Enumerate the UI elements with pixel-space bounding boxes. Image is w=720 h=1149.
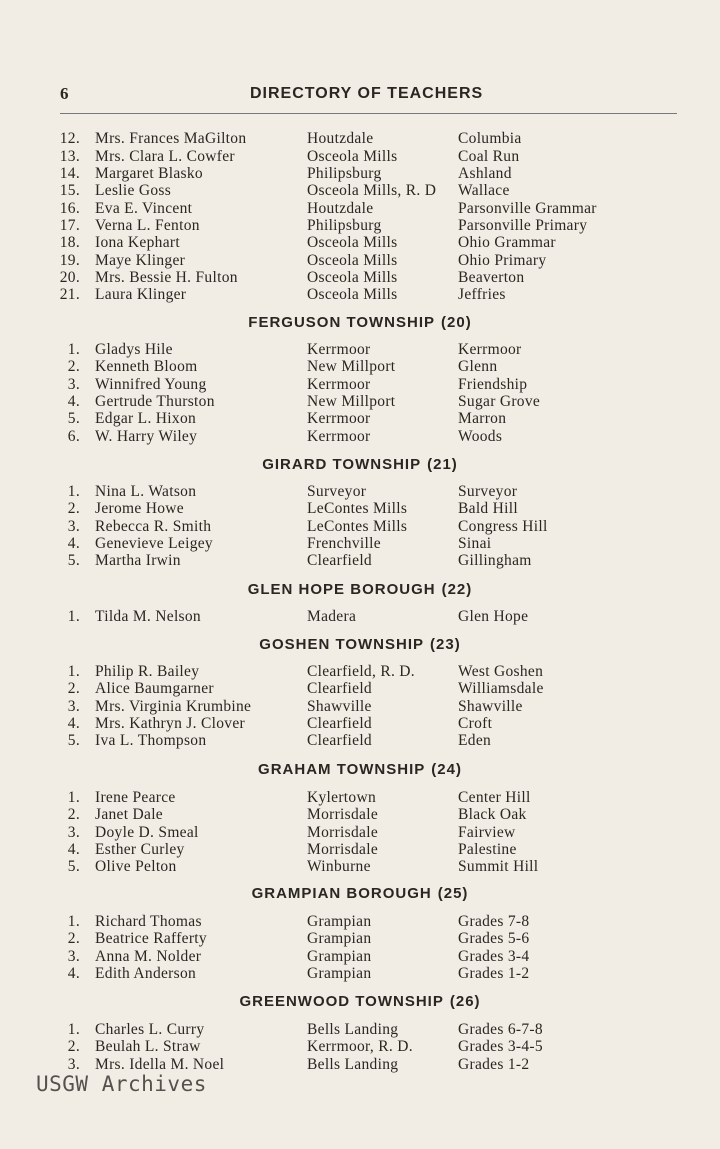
post-office: Surveyor — [307, 483, 367, 500]
section-heading — [0, 636, 720, 654]
teacher-name: Iona Kephart — [95, 234, 180, 251]
post-office: Kerrmoor — [307, 410, 371, 428]
post-office: Shawville — [307, 697, 372, 715]
school-name: Eden — [458, 732, 492, 750]
school-name: Grades 1-2 — [458, 964, 530, 982]
row-number: 16. — [59, 199, 80, 217]
section-title: GRAMPIAN BOROUGH — [251, 885, 432, 902]
post-office: Kerrmoor — [307, 375, 371, 393]
watermark: USGW Archives — [36, 1072, 207, 1096]
teacher-name: Leslie Goss — [95, 182, 172, 199]
school-name: Congress Hill — [458, 517, 548, 535]
row-number: 15. — [59, 182, 80, 199]
row-number: 18. — [59, 234, 80, 251]
post-office: Morrisdale — [307, 823, 379, 841]
post-office: Madera — [307, 608, 357, 625]
school-name: Gillingham — [458, 552, 532, 570]
teacher-name: Nina L. Watson — [95, 483, 197, 500]
row-number: 2. — [67, 930, 80, 948]
post-office: Osceola Mills, R. D — [307, 182, 437, 199]
school-name: Croft — [458, 714, 493, 732]
teacher-name: Charles L. Curry — [95, 1021, 205, 1038]
section-title: GLEN HOPE BOROUGH — [247, 581, 436, 598]
section-count: (23) — [430, 636, 461, 653]
row-number: 1. — [67, 483, 80, 500]
row-number: 1. — [67, 341, 80, 358]
post-office: Osceola Mills — [307, 286, 398, 303]
row-number: 1. — [67, 789, 80, 806]
post-office: Clearfield — [307, 732, 372, 750]
post-office: Morrisdale — [307, 840, 379, 858]
row-number: 13. — [59, 147, 80, 165]
section-title: GREENWOOD TOWNSHIP — [239, 993, 444, 1010]
school-name: Woods — [458, 427, 503, 445]
row-number: 4. — [67, 964, 80, 982]
school-name: Grades 6-7-8 — [458, 1021, 543, 1038]
row-number: 3. — [67, 823, 80, 841]
row-number: 5. — [67, 732, 80, 750]
row-number: 4. — [67, 534, 80, 552]
row-number: 5. — [67, 410, 80, 428]
teacher-name: Olive Pelton — [95, 858, 177, 876]
row-number: 5. — [67, 858, 80, 876]
teacher-name: Esther Curley — [95, 840, 185, 858]
teacher-name: Mrs. Virginia Krumbine — [95, 697, 252, 715]
teacher-name: W. Harry Wiley — [95, 427, 198, 445]
post-office: Osceola Mills — [307, 234, 398, 251]
school-name: Shawville — [458, 697, 523, 715]
school-name: Columbia — [458, 130, 522, 147]
teacher-name: Mrs. Idella M. Noel — [95, 1055, 225, 1073]
section-count: (24) — [431, 761, 462, 778]
post-office: Kerrmoor, R. D. — [307, 1038, 413, 1056]
row-number: 6. — [67, 427, 80, 445]
row-number: 3. — [67, 697, 80, 715]
teacher-name: Alice Baumgarner — [95, 680, 214, 698]
teacher-name: Anna M. Nolder — [95, 947, 202, 965]
section-title: GOSHEN TOWNSHIP — [259, 636, 425, 653]
school-name: Grades 3-4-5 — [458, 1038, 543, 1056]
teacher-name: Mrs. Bessie H. Fulton — [95, 269, 238, 286]
school-name: Summit Hill — [458, 858, 539, 876]
post-office: Osceola Mills — [307, 251, 398, 269]
row-number: 1. — [67, 663, 80, 680]
school-name: Ohio Grammar — [458, 234, 556, 251]
post-office: Grampian — [307, 913, 372, 930]
row-number: 1. — [67, 913, 80, 930]
section-heading — [0, 761, 720, 779]
header-rule — [60, 113, 677, 114]
school-name: Jeffries — [458, 286, 506, 303]
post-office: Osceola Mills — [307, 147, 398, 165]
post-office: Grampian — [307, 964, 372, 982]
row-number: 3. — [67, 947, 80, 965]
school-name: Grades 3-4 — [458, 947, 530, 965]
teacher-name: Jerome Howe — [95, 500, 184, 518]
school-name: West Goshen — [458, 663, 544, 680]
teacher-name: Genevieve Leigey — [95, 534, 213, 552]
teacher-name: Mrs. Kathryn J. Clover — [95, 714, 245, 732]
teacher-name: Eva E. Vincent — [95, 199, 193, 217]
school-name: Friendship — [458, 375, 528, 393]
school-name: Sugar Grove — [458, 392, 541, 410]
teacher-name: Winnifred Young — [95, 375, 207, 393]
teacher-name: Doyle D. Smeal — [95, 823, 199, 841]
school-name: Parsonville Primary — [458, 217, 588, 234]
school-name: Glen Hope — [458, 608, 529, 625]
row-number: 5. — [67, 552, 80, 570]
school-name: Kerrmoor — [458, 341, 522, 358]
post-office: New Millport — [307, 358, 396, 376]
school-name: Williamsdale — [458, 680, 544, 698]
teacher-name: Edgar L. Hixon — [95, 410, 197, 428]
row-number: 3. — [67, 375, 80, 393]
school-name: Ohio Primary — [458, 251, 547, 269]
teacher-name: Richard Thomas — [95, 913, 202, 930]
post-office: Bells Landing — [307, 1055, 399, 1073]
section-heading — [0, 456, 720, 474]
teacher-name: Verna L. Fenton — [95, 217, 200, 234]
post-office: Osceola Mills — [307, 269, 398, 286]
page-number: 6 — [60, 84, 69, 103]
section-title: FERGUSON TOWNSHIP — [248, 314, 436, 331]
section-count: (25) — [437, 885, 469, 902]
school-name: Ashland — [458, 165, 512, 182]
post-office: Clearfield — [307, 552, 372, 570]
teacher-name: Gertrude Thurston — [95, 392, 215, 410]
teacher-name: Mrs. Clara L. Cowfer — [95, 147, 235, 165]
teacher-name: Laura Klinger — [95, 286, 187, 303]
section-count: (22) — [441, 581, 473, 598]
post-office: New Millport — [307, 392, 396, 410]
teacher-name: Philip R. Bailey — [95, 663, 200, 680]
teacher-name: Gladys Hile — [95, 341, 173, 358]
teacher-name: Mrs. Frances MaGilton — [95, 130, 247, 147]
post-office: LeContes Mills — [307, 517, 408, 535]
row-number: 4. — [67, 840, 80, 858]
post-office: Morrisdale — [307, 806, 379, 824]
post-office: Houtzdale — [307, 199, 374, 217]
row-number: 4. — [67, 392, 80, 410]
school-name: Grades 7-8 — [458, 913, 530, 930]
section-heading — [0, 314, 720, 332]
teacher-name: Tilda M. Nelson — [95, 608, 201, 625]
row-number: 1. — [67, 608, 80, 625]
school-name: Glenn — [458, 358, 498, 376]
teacher-name: Beulah L. Straw — [95, 1038, 201, 1056]
section-count: (26) — [449, 993, 481, 1010]
section-title: GRAHAM TOWNSHIP — [258, 761, 426, 778]
section-count: (21) — [427, 456, 458, 473]
section-title: GIRARD TOWNSHIP — [262, 456, 422, 473]
row-number: 14. — [59, 165, 80, 182]
school-name: Parsonville Grammar — [458, 199, 597, 217]
row-number: 2. — [67, 358, 80, 376]
teacher-name: Maye Klinger — [95, 251, 186, 269]
post-office: Clearfield — [307, 680, 372, 698]
teacher-name: Janet Dale — [95, 806, 163, 824]
running-head: DIRECTORY OF TEACHERS — [250, 85, 484, 102]
school-name: Coal Run — [458, 147, 520, 165]
school-name: Beaverton — [458, 269, 525, 286]
row-number: 2. — [67, 1038, 80, 1056]
row-number: 20. — [59, 269, 80, 286]
school-name: Marron — [458, 410, 507, 428]
school-name: Surveyor — [458, 483, 518, 500]
school-name: Palestine — [458, 840, 517, 858]
row-number: 17. — [59, 217, 80, 234]
row-number: 2. — [67, 806, 80, 824]
teacher-name: Kenneth Bloom — [95, 358, 198, 376]
teacher-name: Rebecca R. Smith — [95, 517, 212, 535]
post-office: Winburne — [307, 858, 371, 876]
teacher-name: Margaret Blasko — [95, 165, 203, 182]
teacher-name: Beatrice Rafferty — [95, 930, 207, 948]
post-office: Clearfield, R. D. — [307, 663, 415, 680]
post-office: LeContes Mills — [307, 500, 408, 518]
post-office: Kylertown — [307, 789, 376, 806]
school-name: Grades 1-2 — [458, 1055, 530, 1073]
row-number: 3. — [67, 517, 80, 535]
teacher-name: Iva L. Thompson — [95, 732, 207, 750]
post-office: Kerrmoor — [307, 341, 371, 358]
school-name: Sinai — [458, 534, 492, 552]
row-number: 1. — [67, 1021, 80, 1038]
section-heading — [0, 993, 720, 1011]
section-heading — [0, 885, 720, 903]
row-number: 2. — [67, 500, 80, 518]
post-office: Bells Landing — [307, 1021, 399, 1038]
post-office: Frenchville — [307, 534, 381, 552]
row-number: 2. — [67, 680, 80, 698]
school-name: Black Oak — [458, 806, 527, 824]
teacher-name: Edith Anderson — [95, 964, 197, 982]
school-name: Center Hill — [458, 789, 531, 806]
section-heading — [0, 581, 720, 599]
post-office: Philipsburg — [307, 165, 382, 182]
teacher-name: Irene Pearce — [95, 789, 176, 806]
post-office: Philipsburg — [307, 217, 382, 234]
school-name: Wallace — [458, 182, 510, 199]
row-number: 4. — [67, 714, 80, 732]
row-number: 3. — [67, 1055, 80, 1073]
post-office: Houtzdale — [307, 130, 374, 147]
school-name: Fairview — [458, 823, 516, 841]
post-office: Grampian — [307, 930, 372, 948]
teacher-name: Martha Irwin — [95, 552, 181, 570]
school-name: Grades 5-6 — [458, 930, 530, 948]
school-name: Bald Hill — [458, 500, 518, 518]
post-office: Clearfield — [307, 714, 372, 732]
row-number: 19. — [59, 251, 80, 269]
row-number: 21. — [59, 286, 80, 303]
section-count: (20) — [441, 314, 472, 331]
post-office: Kerrmoor — [307, 427, 371, 445]
post-office: Grampian — [307, 947, 372, 965]
row-number: 12. — [59, 130, 80, 147]
